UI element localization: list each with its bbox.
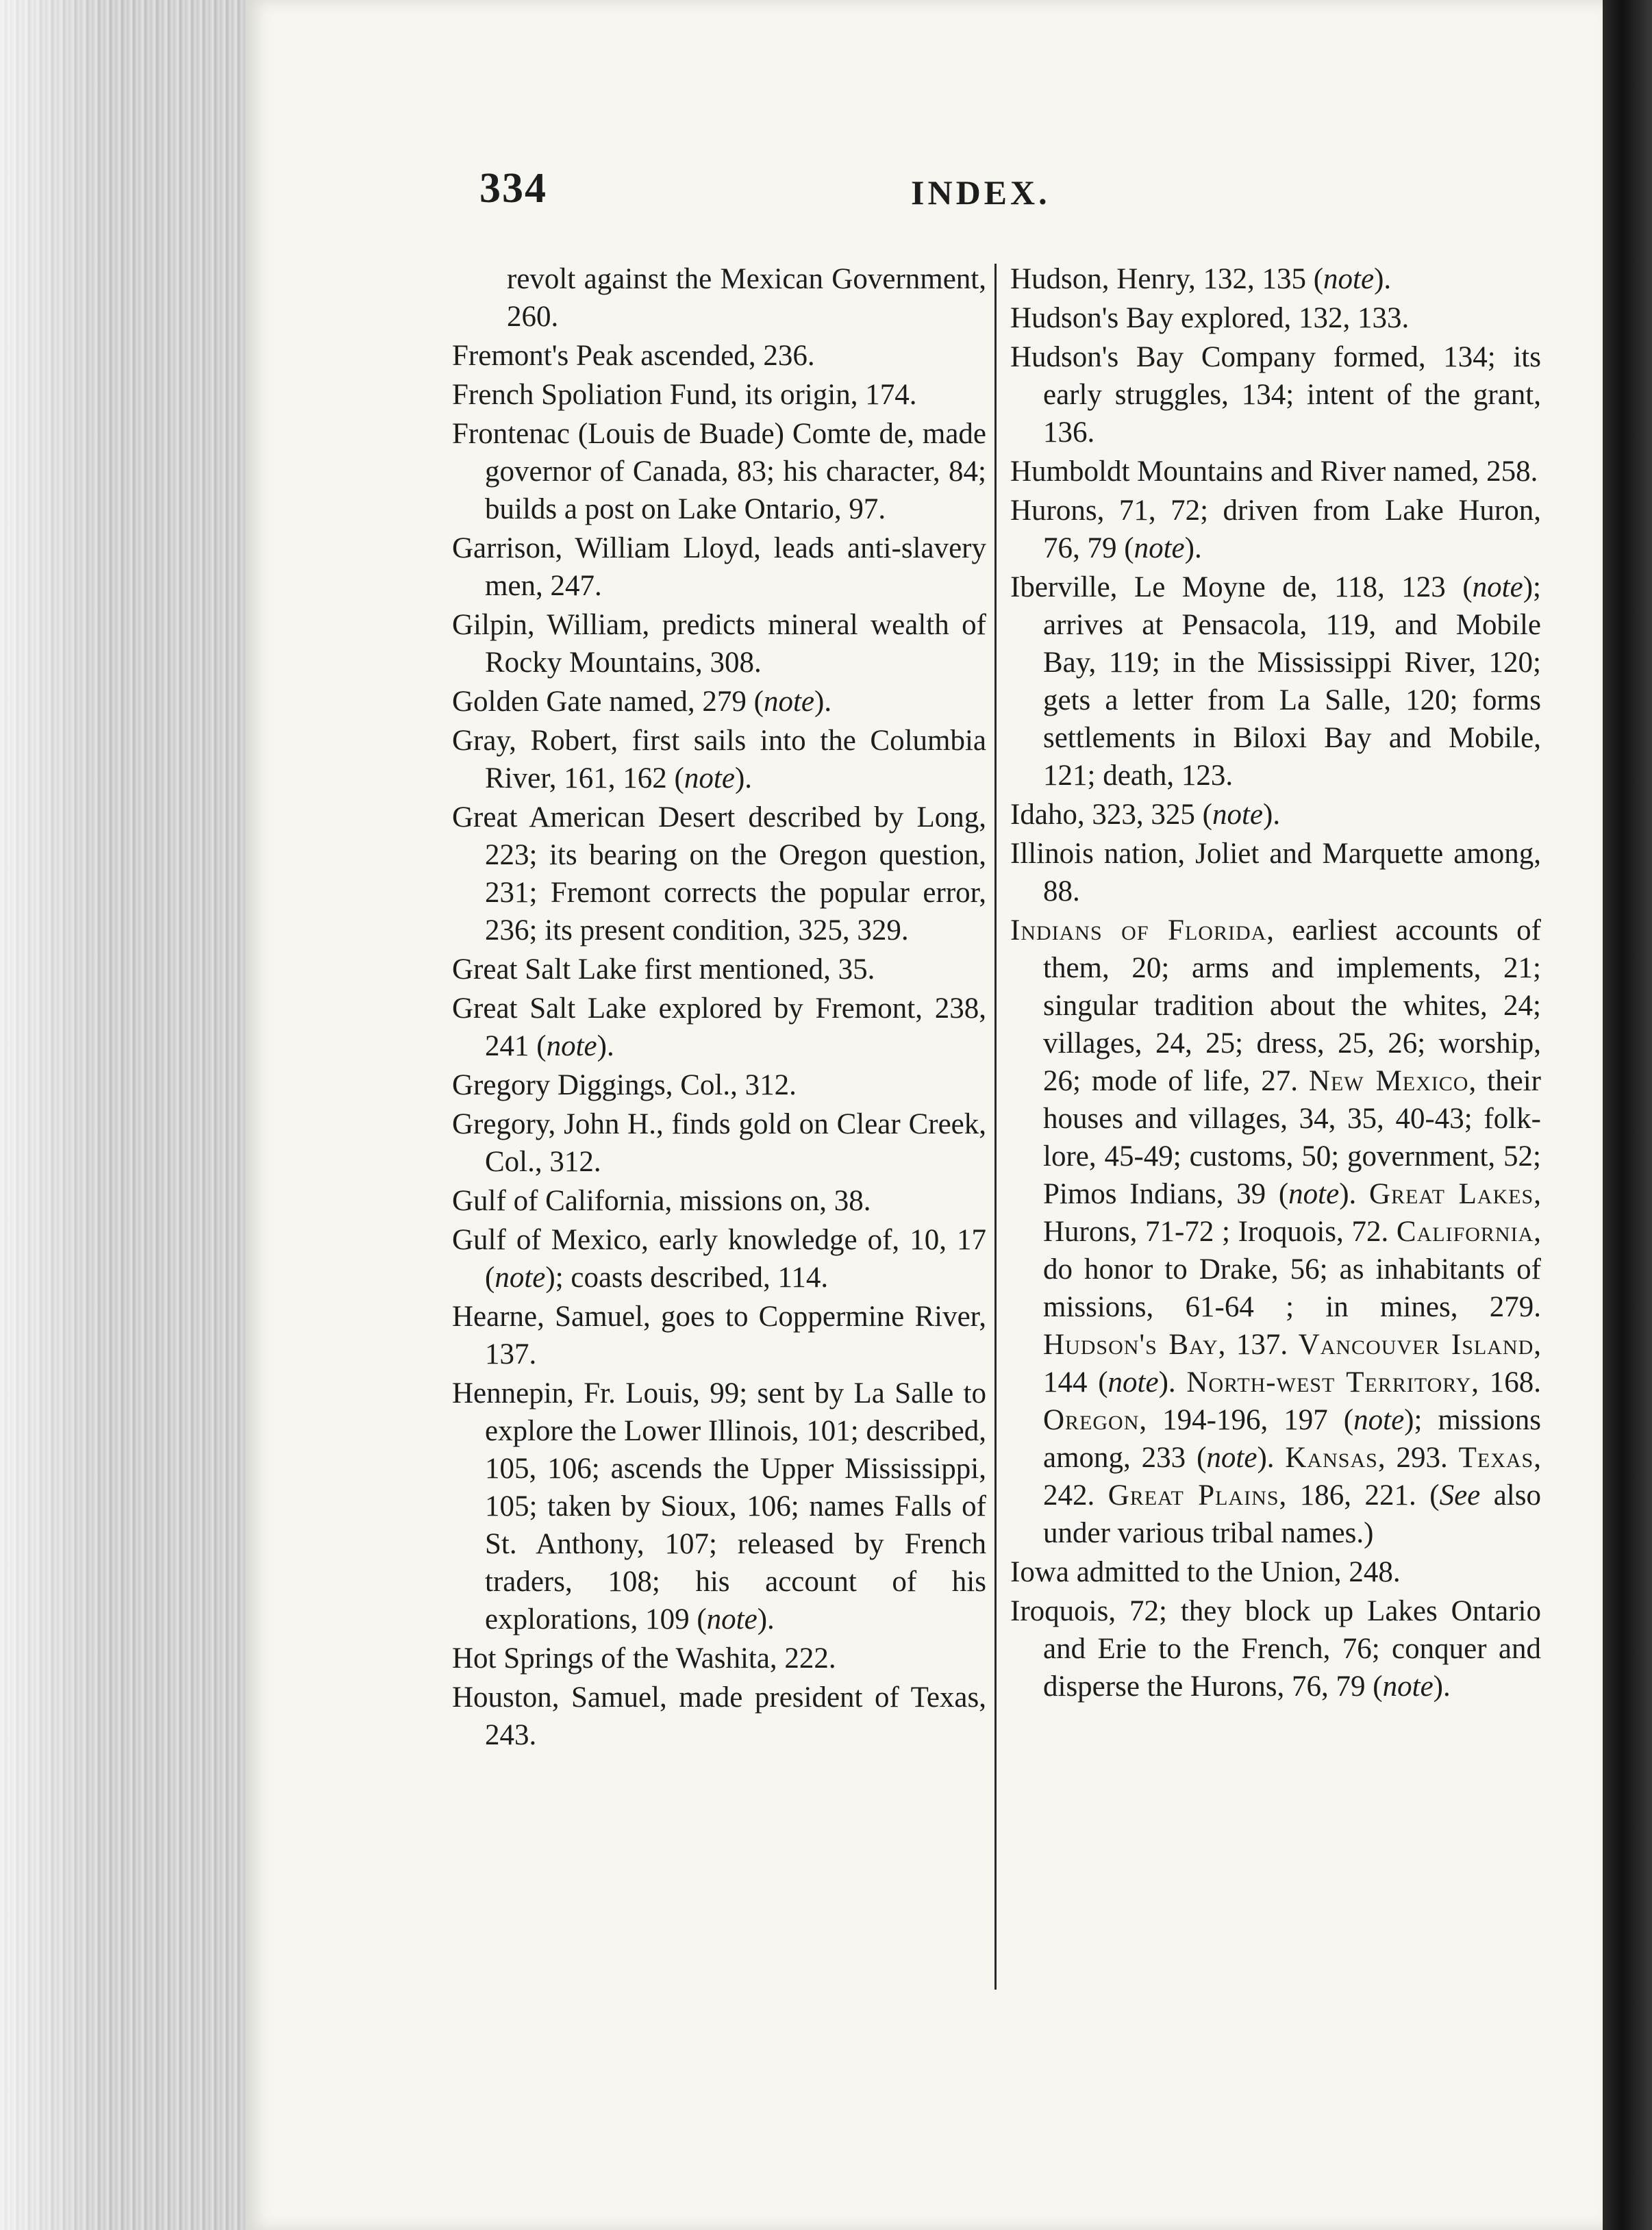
index-entry bbox=[452, 1640, 986, 1677]
index-entry bbox=[1010, 1592, 1541, 1705]
entry-text: ). bbox=[757, 1603, 775, 1636]
entry-text: ); arrives at Pensacola, 119, and Mobile Bay, 119; in the Mississippi River, 120; gets a letter from La Salle, 120; forms settlements in Biloxi Bay and Mobile, 121; death, 123. bbox=[1043, 571, 1541, 792]
entry-text: note bbox=[1472, 571, 1523, 603]
entry-text: ); missions among, 233 ( bbox=[1043, 1404, 1542, 1474]
entry-text: Great Plains bbox=[1107, 1479, 1279, 1512]
running-head: INDEX. bbox=[911, 173, 1051, 212]
entry-text: , earliest accounts of them, 20; arms and implements, 21; singular tradition about the whites, 24; villages, 24, 25; dress, 25, 26; worship, 26; mode of life, 27. bbox=[1043, 914, 1541, 1097]
entry-text: Gregory, John H., finds gold on Clear Creek, Col., 312. bbox=[452, 1108, 986, 1178]
entry-text: Hudson's Bay Company formed, 134; its early struggles, 134; intent of the grant, 136. bbox=[1010, 341, 1541, 449]
entry-text: Hurons, 71, 72; driven from Lake Huron, 76, 79 ( bbox=[1010, 494, 1541, 564]
entry-text: Great Lakes bbox=[1368, 1178, 1534, 1210]
entry-text: ). bbox=[1184, 532, 1202, 564]
index-entry bbox=[1010, 912, 1541, 1552]
index-entry bbox=[452, 415, 986, 528]
column-divider bbox=[994, 264, 997, 1990]
entry-text: , 144 ( bbox=[1043, 1329, 1541, 1399]
entry-text: Golden Gate named, 279 ( bbox=[452, 686, 764, 718]
index-entry bbox=[452, 1679, 986, 1754]
index-entry bbox=[1010, 568, 1541, 794]
entry-text: , 137. bbox=[1218, 1329, 1299, 1361]
index-entry bbox=[452, 1066, 986, 1104]
entry-text: also under various tribal names.) bbox=[1043, 1479, 1541, 1549]
entry-text: Indians of Florida bbox=[1010, 914, 1267, 947]
index-entry bbox=[452, 529, 986, 605]
entry-text: Gulf of California, missions on, 38. bbox=[452, 1185, 871, 1217]
entry-text: , 194-196, 197 ( bbox=[1139, 1404, 1354, 1436]
entry-text: note bbox=[1212, 799, 1264, 831]
index-entry bbox=[452, 1375, 986, 1638]
entry-text: Fremont's Peak ascended, 236. bbox=[452, 340, 815, 372]
index-entry bbox=[452, 260, 986, 336]
entry-text: note bbox=[763, 686, 814, 718]
entry-text: Hot Springs of the Washita, 222. bbox=[452, 1642, 836, 1675]
entry-text: Hudson, Henry, 132, 135 ( bbox=[1010, 263, 1324, 295]
entry-text: note bbox=[1353, 1404, 1405, 1436]
index-entry bbox=[1010, 260, 1541, 298]
index-entry bbox=[452, 799, 986, 949]
entry-text: Garrison, William Lloyd, leads anti-slavery men, 247. bbox=[452, 532, 986, 602]
index-entry bbox=[452, 1182, 986, 1220]
index-entry bbox=[452, 1221, 986, 1296]
entry-text: ). bbox=[1339, 1178, 1369, 1210]
entry-text: Hudson's Bay explored, 132, 133. bbox=[1010, 302, 1410, 334]
entry-text: Humboldt Mountains and River named, 258. bbox=[1010, 455, 1538, 488]
facing-page-edge bbox=[1603, 0, 1652, 2230]
index-entry bbox=[452, 606, 986, 681]
entry-text: note bbox=[684, 762, 735, 794]
entry-text: Gray, Robert, first sails into the Columbia River, 161, 162 ( bbox=[452, 725, 986, 794]
index-entry bbox=[452, 1298, 986, 1373]
entry-text: Hudson's Bay bbox=[1043, 1329, 1218, 1361]
entry-text: Gulf of Mexico, early knowledge of, 10, 17 ( bbox=[452, 1224, 986, 1294]
entry-text: note bbox=[1288, 1178, 1340, 1210]
entry-text: , 168. bbox=[1471, 1366, 1542, 1399]
entry-text: Houston, Samuel, made president of Texas, 243. bbox=[452, 1681, 986, 1751]
page-edge-stack bbox=[0, 0, 247, 2230]
index-entry bbox=[1010, 338, 1541, 451]
entry-text: California bbox=[1396, 1216, 1534, 1248]
entry-text: note bbox=[495, 1262, 546, 1294]
entry-text: note bbox=[1206, 1442, 1257, 1474]
entry-text: New Mexico bbox=[1308, 1065, 1469, 1097]
index-entry bbox=[1010, 453, 1541, 490]
entry-text: Iowa admitted to the Union, 248. bbox=[1010, 1556, 1401, 1588]
index-entry bbox=[452, 990, 986, 1065]
entry-text: Great Salt Lake explored by Fremont, 238, 241 ( bbox=[452, 992, 986, 1062]
index-entry bbox=[1010, 492, 1541, 567]
entry-text: note bbox=[1134, 532, 1185, 564]
entry-text: ). bbox=[1433, 1670, 1451, 1703]
entry-text: Hearne, Samuel, goes to Coppermine River, 137. bbox=[452, 1301, 986, 1370]
entry-text: Gregory Diggings, Col., 312. bbox=[452, 1069, 797, 1101]
page-number: 334 bbox=[479, 165, 547, 212]
entry-text: ). bbox=[1263, 799, 1281, 831]
entry-text: , 242. bbox=[1043, 1442, 1541, 1512]
index-column-left bbox=[452, 260, 986, 1755]
entry-text: , 186, 221. ( bbox=[1279, 1479, 1440, 1512]
entry-text: revolt against the Mexican Government, 260. bbox=[507, 263, 986, 333]
entry-text: ). bbox=[814, 686, 832, 718]
index-entry bbox=[452, 376, 986, 414]
entry-text: ); coasts described, 114. bbox=[545, 1262, 829, 1294]
entry-text: , their houses and villages, 34, 35, 40-43; folk-lore, 45-49; customs, 50; government, 52; Pimos Indians, 39 ( bbox=[1043, 1065, 1541, 1210]
entry-text: ). bbox=[1374, 263, 1392, 295]
index-entry bbox=[452, 683, 986, 721]
entry-text: ). bbox=[597, 1030, 614, 1062]
entry-text: , 293. bbox=[1377, 1442, 1459, 1474]
index-entry bbox=[1010, 299, 1541, 337]
index-column-right bbox=[1010, 260, 1541, 1707]
entry-text: Illinois nation, Joliet and Marquette among, 88. bbox=[1010, 838, 1541, 907]
entry-text: , Hurons, 71-72 ; Iroquois, 72. bbox=[1043, 1178, 1541, 1248]
entry-text: Kansas bbox=[1285, 1442, 1378, 1474]
index-entry bbox=[452, 951, 986, 988]
entry-text: ). bbox=[734, 762, 753, 794]
entry-text: Vancouver Island bbox=[1298, 1329, 1534, 1361]
index-entry bbox=[1010, 796, 1541, 834]
entry-text: North-west Territory bbox=[1186, 1366, 1472, 1399]
entry-text: note bbox=[546, 1030, 597, 1062]
entry-text: note bbox=[706, 1603, 758, 1636]
entry-text: Texas bbox=[1458, 1442, 1534, 1474]
entry-text: , do honor to Drake, 56; as inhabitants of missions, 61-64 ; in mines, 279. bbox=[1043, 1216, 1541, 1323]
index-entry bbox=[452, 1105, 986, 1181]
entry-text: See bbox=[1439, 1479, 1481, 1512]
index-entry bbox=[452, 337, 986, 375]
entry-text: Oregon bbox=[1043, 1404, 1140, 1436]
index-entry bbox=[452, 722, 986, 797]
entry-text: Iberville, Le Moyne de, 118, 123 ( bbox=[1010, 571, 1473, 603]
entry-text: Gilpin, William, predicts mineral wealth of Rocky Mountains, 308. bbox=[452, 609, 986, 679]
entry-text: Hennepin, Fr. Louis, 99; sent by La Salle to explore the Lower Illinois, 101; described, 105, 106; ascends the Upper Mississippi, 105; taken by Sioux, 106; names Falls of St. Anthony, 107; released by French traders, 108; his account of his explorations, 109 ( bbox=[452, 1377, 986, 1636]
entry-text: Great American Desert described by Long, 223; its bearing on the Oregon question, 231; Fremont corrects the popular error, 236; its present condition, 325, 329. bbox=[452, 801, 986, 947]
entry-text: Idaho, 323, 325 ( bbox=[1010, 799, 1212, 831]
entry-text: note bbox=[1382, 1670, 1434, 1703]
entry-text: note bbox=[1323, 263, 1375, 295]
entry-text: ). bbox=[1257, 1442, 1286, 1474]
entry-text: ). bbox=[1158, 1366, 1187, 1399]
index-entry bbox=[1010, 835, 1541, 910]
index-entry bbox=[1010, 1553, 1541, 1591]
entry-text: Iroquois, 72; they block up Lakes Ontario and Erie to the French, 76; conquer and disperse the Hurons, 76, 79 ( bbox=[1010, 1595, 1541, 1703]
entry-text: note bbox=[1107, 1366, 1159, 1399]
entry-text: Frontenac (Louis de Buade) Comte de, made governor of Canada, 83; his character, 84; builds a post on Lake Ontario, 97. bbox=[452, 418, 986, 525]
entry-text: French Spoliation Fund, its origin, 174. bbox=[452, 379, 917, 411]
entry-text: Great Salt Lake first mentioned, 35. bbox=[452, 953, 875, 986]
